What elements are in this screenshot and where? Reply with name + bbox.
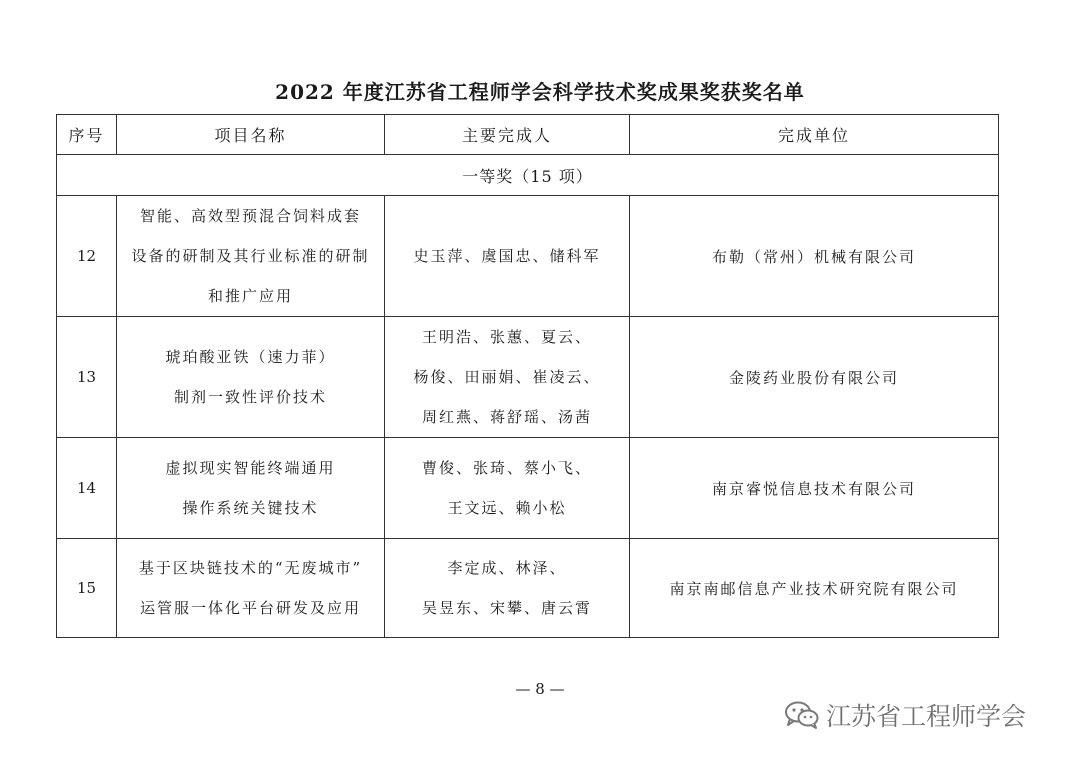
project-line: 制剂一致性评价技术 xyxy=(173,388,327,406)
wechat-icon xyxy=(784,700,820,730)
project-line: 基于区块链技术的“无废城市” xyxy=(138,559,363,577)
project-line: 设备的研制及其行业标准的研制 xyxy=(131,247,370,265)
project-line: 琥珀酸亚铁（速力菲） xyxy=(165,348,336,366)
project-line: 运管服一体化平台研发及应用 xyxy=(139,599,361,617)
document-title: 2022 年度江苏省工程师学会科学技术奖成果奖获奖名单 xyxy=(275,80,805,104)
contributor-line: 王文远、赖小松 xyxy=(447,499,567,517)
row-number: 14 xyxy=(57,438,117,539)
watermark xyxy=(784,695,1026,735)
award-table xyxy=(56,114,999,638)
section-label: 一等奖（15 项） xyxy=(57,155,999,196)
table-header-row xyxy=(57,115,999,155)
completion-unit: 金陵药业股份有限公司 xyxy=(630,317,999,438)
contributor-line: 曹俊、张琦、蔡小飞、 xyxy=(421,459,592,477)
completion-unit: 布勒（常州）机械有限公司 xyxy=(630,196,999,317)
contributor-line: 史玉萍、虞国忠、储科军 xyxy=(413,247,601,265)
table-row xyxy=(57,438,999,539)
project-line: 操作系统关键技术 xyxy=(182,499,319,517)
main-contributors xyxy=(385,539,630,638)
header-unit: 完成单位 xyxy=(630,115,999,155)
page-number: — 8 — xyxy=(515,680,565,698)
watermark-text: 江苏省工程师学会 xyxy=(826,702,1027,731)
project-name xyxy=(117,317,385,438)
project-line: 智能、高效型预混合饲料成套 xyxy=(139,207,361,225)
table-row xyxy=(57,317,999,438)
contributor-line: 周红燕、蒋舒瑶、汤茜 xyxy=(421,408,592,426)
project-name xyxy=(117,539,385,638)
row-number: 13 xyxy=(57,317,117,438)
project-line: 虚拟现实智能终端通用 xyxy=(165,459,336,477)
section-row xyxy=(57,155,999,196)
header-people: 主要完成人 xyxy=(385,115,630,155)
project-name xyxy=(117,438,385,539)
row-number: 12 xyxy=(57,196,117,317)
main-contributors xyxy=(385,317,630,438)
contributor-line: 杨俊、田丽娟、崔凌云、 xyxy=(413,368,601,386)
header-project: 项目名称 xyxy=(117,115,385,155)
contributor-line: 李定成、林泽、 xyxy=(447,559,567,577)
header-no: 序号 xyxy=(57,115,117,155)
contributor-line: 王明浩、张蕙、夏云、 xyxy=(421,328,592,346)
table-row xyxy=(57,539,999,638)
completion-unit: 南京南邮信息产业技术研究院有限公司 xyxy=(630,539,999,638)
main-contributors xyxy=(385,438,630,539)
completion-unit: 南京睿悦信息技术有限公司 xyxy=(630,438,999,539)
project-name xyxy=(117,196,385,317)
main-contributors xyxy=(385,196,630,317)
table-row xyxy=(57,196,999,317)
row-number: 15 xyxy=(57,539,117,638)
project-line: 和推广应用 xyxy=(207,287,293,305)
contributor-line: 吴昱东、宋攀、唐云霄 xyxy=(421,599,592,617)
